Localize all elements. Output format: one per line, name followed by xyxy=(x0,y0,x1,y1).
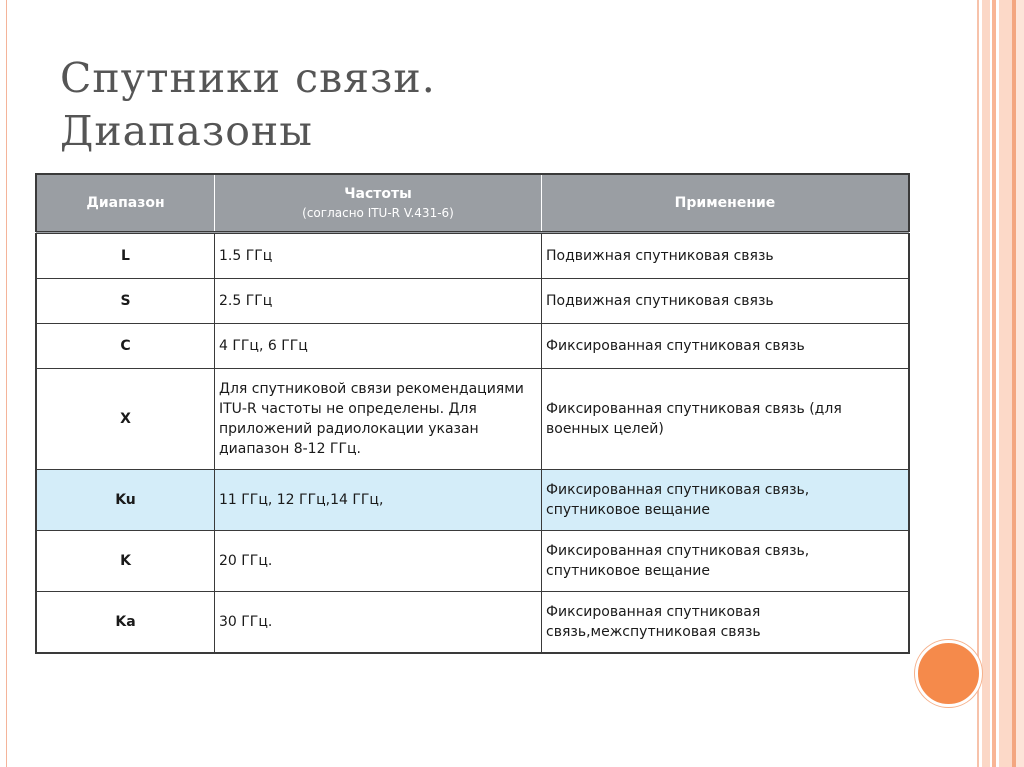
header-freq-subtitle: (согласно ITU-R V.431-6) xyxy=(302,206,454,220)
usage-cell: Подвижная спутниковая связь xyxy=(542,279,910,324)
table-row xyxy=(36,369,909,470)
band-cell: L xyxy=(36,233,215,279)
slide-title xyxy=(60,52,436,158)
usage-cell: Фиксированная спутниковая связь,межспутниковая связь xyxy=(542,592,910,654)
freq-cell: Для спутниковой связи рекомендациями ITU-R частоты не определены. Для приложений радиолокации указан диапазон 8-12 ГГц. xyxy=(215,369,542,470)
header-band: Диапазон xyxy=(36,174,215,233)
table-row xyxy=(36,233,909,279)
table-row xyxy=(36,531,909,592)
usage-cell: Фиксированная спутниковая связь xyxy=(542,324,910,369)
decorative-stripes xyxy=(982,0,1024,767)
header-usage: Применение xyxy=(542,174,910,233)
band-cell: C xyxy=(36,324,215,369)
band-cell: Ka xyxy=(36,592,215,654)
usage-cell: Фиксированная спутниковая связь (для военных целей) xyxy=(542,369,910,470)
table-row xyxy=(36,592,909,654)
usage-cell: Фиксированная спутниковая связь, спутниковое вещание xyxy=(542,531,910,592)
band-cell: Ku xyxy=(36,470,215,531)
orange-circle-decoration xyxy=(915,640,982,707)
freq-cell: 30 ГГц. xyxy=(215,592,542,654)
band-cell: X xyxy=(36,369,215,470)
table-header-row xyxy=(36,174,909,233)
frequency-bands-table xyxy=(35,173,910,654)
usage-cell: Фиксированная спутниковая связь, спутниковое вещание xyxy=(542,470,910,531)
left-border-line xyxy=(6,0,7,767)
table-row xyxy=(36,279,909,324)
table-row-highlighted xyxy=(36,470,909,531)
header-frequencies xyxy=(215,174,542,233)
band-cell: S xyxy=(36,279,215,324)
freq-cell: 2.5 ГГц xyxy=(215,279,542,324)
band-cell: K xyxy=(36,531,215,592)
freq-cell: 4 ГГц, 6 ГГц xyxy=(215,324,542,369)
title-line-1: Спутники связи. xyxy=(60,54,436,102)
title-line-2: Диапазоны xyxy=(60,107,313,155)
freq-cell: 11 ГГц, 12 ГГц,14 ГГц, xyxy=(215,470,542,531)
header-freq-label: Частоты xyxy=(344,186,412,202)
right-border-line xyxy=(977,0,979,767)
freq-cell: 1.5 ГГц xyxy=(215,233,542,279)
freq-cell: 20 ГГц. xyxy=(215,531,542,592)
table-row xyxy=(36,324,909,369)
usage-cell: Подвижная спутниковая связь xyxy=(542,233,910,279)
